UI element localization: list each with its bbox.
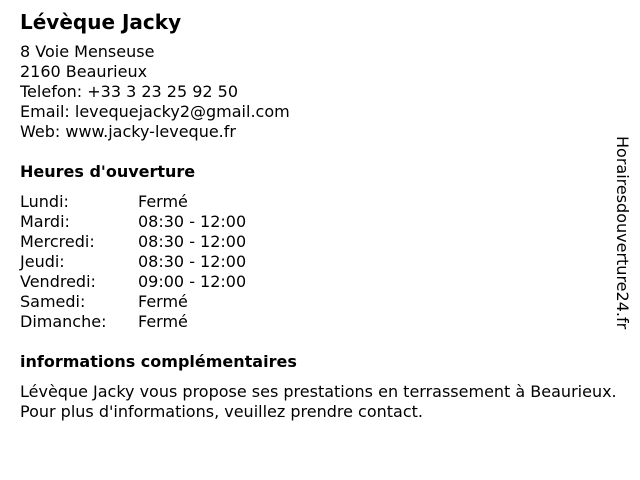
hours-value: Fermé xyxy=(138,292,188,311)
hours-value: 09:00 - 12:00 xyxy=(138,272,247,291)
hours-row-friday xyxy=(20,272,628,292)
hours-value: Fermé xyxy=(138,192,188,211)
phone-line: Telefon: +33 3 23 25 92 50 xyxy=(20,82,239,101)
hours-row-sunday xyxy=(20,312,628,332)
day-label: Lundi: xyxy=(20,192,69,211)
hours-row-wednesday xyxy=(20,232,628,252)
hours-row-monday xyxy=(20,192,628,212)
contact-block xyxy=(20,42,628,142)
city-address: 2160 Beaurieux xyxy=(20,62,148,81)
day-label: Jeudi: xyxy=(20,252,65,271)
hours-value: Fermé xyxy=(138,312,188,331)
hours-row-tuesday xyxy=(20,212,628,232)
web-line: Web: www.jacky-leveque.fr xyxy=(20,122,236,141)
hours-row-thursday xyxy=(20,252,628,272)
hours-value: 08:30 - 12:00 xyxy=(138,232,247,251)
site-brand-text: Horairesdouverture24.fr xyxy=(613,136,632,330)
hours-heading: Heures d'ouverture xyxy=(20,162,196,181)
street-address: 8 Voie Menseuse xyxy=(20,42,155,61)
day-label: Mardi: xyxy=(20,212,70,231)
hours-value: 08:30 - 12:00 xyxy=(138,252,247,271)
hours-value: 08:30 - 12:00 xyxy=(138,212,247,231)
info-text: Lévèque Jacky vous propose ses prestations en terrassement à Beaurieux. Pour plus d'informations, veuillez prendre contact. xyxy=(20,382,617,421)
info-heading: informations complémentaires xyxy=(20,352,297,371)
hours-table xyxy=(20,192,628,332)
business-name: Lévèque Jacky xyxy=(20,10,182,34)
day-label: Vendredi: xyxy=(20,272,96,291)
day-label: Dimanche: xyxy=(20,312,107,331)
email-line: Email: levequejacky2@gmail.com xyxy=(20,102,290,121)
business-card xyxy=(20,8,628,438)
day-label: Samedi: xyxy=(20,292,86,311)
day-label: Mercredi: xyxy=(20,232,95,251)
hours-row-saturday xyxy=(20,292,628,312)
